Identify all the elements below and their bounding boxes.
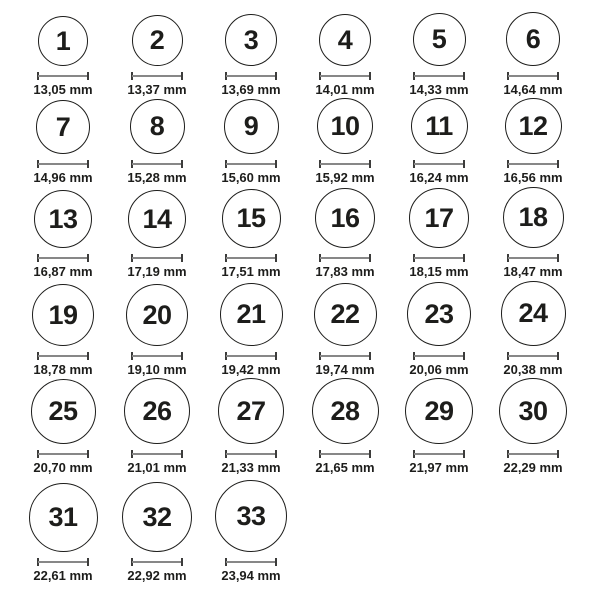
diameter-label: 17,19 mm <box>127 264 187 279</box>
ring-circle <box>36 100 90 154</box>
diameter-label: 20,70 mm <box>33 460 93 475</box>
ring-size-cell <box>392 280 486 378</box>
ring-size-cell <box>298 2 392 98</box>
ring-size-number: 27 <box>236 395 266 426</box>
diameter-bracket <box>131 254 183 262</box>
bracket-line <box>132 355 182 357</box>
diameter-label: 20,38 mm <box>503 362 563 377</box>
diameter-label: 21,33 mm <box>221 460 281 475</box>
ring-circle <box>224 99 279 154</box>
bracket-right-tick <box>369 72 371 80</box>
ring-size-number: 23 <box>424 298 454 329</box>
ring-size-number: 7 <box>55 111 71 142</box>
ring-circle <box>315 188 375 248</box>
ring-size-cell <box>392 378 486 476</box>
bracket-line <box>38 355 88 357</box>
ring-size-number: 13 <box>48 203 78 234</box>
ring-size-cell <box>298 280 392 378</box>
ring-circle <box>413 13 466 66</box>
bracket-right-tick <box>463 160 465 168</box>
diameter-label: 14,33 mm <box>409 82 469 97</box>
diameter-label: 22,29 mm <box>503 460 563 475</box>
ring-size-number: 30 <box>518 395 548 426</box>
diameter-bracket <box>413 72 465 80</box>
ring-circle <box>220 283 283 346</box>
ring-size-number: 18 <box>518 202 548 232</box>
bracket-right-tick <box>557 254 559 262</box>
ring-size-cell <box>298 378 392 476</box>
ring-size-number: 9 <box>243 111 259 141</box>
ring-size-cell <box>204 280 298 378</box>
ring-size-number: 12 <box>518 110 548 141</box>
diameter-bracket <box>37 72 89 80</box>
bracket-right-tick <box>275 72 277 80</box>
ring-circle <box>32 284 94 346</box>
chart-row <box>16 98 600 186</box>
bracket-line <box>414 75 464 77</box>
ring-size-cell <box>16 280 110 378</box>
ring-circle <box>312 378 379 444</box>
ring-size-number: 10 <box>330 110 360 141</box>
ring-size-cell <box>486 98 580 186</box>
diameter-bracket <box>37 352 89 360</box>
bracket-line <box>414 257 464 259</box>
diameter-label: 15,92 mm <box>315 170 375 185</box>
ring-circle <box>503 187 564 248</box>
bracket-right-tick <box>369 352 371 360</box>
ring-size-number: 15 <box>236 203 266 233</box>
diameter-bracket <box>507 254 559 262</box>
ring-size-cell <box>204 378 298 476</box>
bracket-right-tick <box>369 160 371 168</box>
diameter-label: 22,92 mm <box>127 568 187 583</box>
bracket-right-tick <box>181 254 183 262</box>
bracket-right-tick <box>275 352 277 360</box>
bracket-right-tick <box>275 254 277 262</box>
bracket-line <box>226 257 276 259</box>
bracket-right-tick <box>181 558 183 566</box>
diameter-label: 15,60 mm <box>221 170 281 185</box>
bracket-line <box>414 453 464 455</box>
diameter-bracket <box>507 450 559 458</box>
diameter-label: 17,83 mm <box>315 264 375 279</box>
diameter-bracket <box>225 450 277 458</box>
ring-circle <box>29 483 98 552</box>
diameter-label: 20,06 mm <box>409 362 469 377</box>
bracket-right-tick <box>557 450 559 458</box>
bracket-right-tick <box>463 352 465 360</box>
bracket-right-tick <box>369 450 371 458</box>
bracket-right-tick <box>87 72 89 80</box>
ring-size-number: 28 <box>330 395 360 426</box>
diameter-label: 14,01 mm <box>315 82 375 97</box>
bracket-line <box>38 163 88 165</box>
ring-size-number: 16 <box>330 202 360 233</box>
ring-circle <box>132 15 183 66</box>
bracket-line <box>132 163 182 165</box>
ring-size-cell <box>486 280 580 378</box>
ring-size-cell <box>298 186 392 280</box>
bracket-right-tick <box>463 450 465 458</box>
bracket-line <box>132 561 182 563</box>
bracket-line <box>38 561 88 563</box>
ring-size-cell <box>486 186 580 280</box>
diameter-bracket <box>319 254 371 262</box>
ring-size-cell <box>110 476 204 584</box>
diameter-label: 21,01 mm <box>127 460 187 475</box>
bracket-line <box>320 453 370 455</box>
diameter-bracket <box>507 72 559 80</box>
diameter-label: 13,37 mm <box>127 82 187 97</box>
bracket-right-tick <box>275 160 277 168</box>
ring-size-number: 17 <box>424 202 454 233</box>
ring-size-number: 21 <box>236 299 266 329</box>
diameter-bracket <box>225 558 277 566</box>
diameter-label: 23,94 mm <box>221 568 281 583</box>
bracket-right-tick <box>463 254 465 262</box>
bracket-right-tick <box>557 72 559 80</box>
ring-size-cell <box>110 378 204 476</box>
ring-size-number: 6 <box>525 23 541 54</box>
ring-size-number: 2 <box>149 25 165 55</box>
bracket-right-tick <box>181 450 183 458</box>
bracket-line <box>226 163 276 165</box>
ring-circle <box>31 379 96 444</box>
bracket-line <box>320 257 370 259</box>
diameter-bracket <box>131 352 183 360</box>
diameter-bracket <box>131 558 183 566</box>
bracket-right-tick <box>557 352 559 360</box>
ring-circle <box>218 378 284 444</box>
ring-circle <box>499 378 567 444</box>
ring-circle <box>122 482 192 552</box>
diameter-label: 19,74 mm <box>315 362 375 377</box>
ring-size-cell <box>204 98 298 186</box>
bracket-line <box>38 75 88 77</box>
bracket-line <box>508 355 558 357</box>
diameter-label: 18,15 mm <box>409 264 469 279</box>
ring-circle <box>126 284 188 346</box>
ring-circle <box>407 282 471 346</box>
bracket-line <box>508 257 558 259</box>
bracket-right-tick <box>275 558 277 566</box>
diameter-label: 16,87 mm <box>33 264 93 279</box>
ring-size-cell <box>16 378 110 476</box>
bracket-line <box>226 75 276 77</box>
ring-size-cell <box>110 280 204 378</box>
ring-size-number: 25 <box>48 396 78 426</box>
chart-row <box>16 476 600 584</box>
bracket-right-tick <box>87 352 89 360</box>
ring-circle <box>130 99 185 154</box>
chart-row <box>16 280 600 378</box>
ring-size-number: 33 <box>236 500 266 531</box>
diameter-bracket <box>319 160 371 168</box>
diameter-bracket <box>507 160 559 168</box>
ring-size-cell <box>392 98 486 186</box>
diameter-bracket <box>225 254 277 262</box>
diameter-label: 19,42 mm <box>221 362 281 377</box>
bracket-line <box>508 75 558 77</box>
ring-circle <box>505 98 562 154</box>
ring-size-cell <box>392 2 486 98</box>
bracket-line <box>508 453 558 455</box>
ring-size-number: 31 <box>48 502 78 532</box>
bracket-line <box>226 561 276 563</box>
chart-row <box>16 2 600 98</box>
bracket-right-tick <box>181 352 183 360</box>
bracket-line <box>132 453 182 455</box>
bracket-line <box>38 453 88 455</box>
ring-circle <box>314 283 377 346</box>
diameter-label: 18,78 mm <box>33 362 93 377</box>
diameter-label: 18,47 mm <box>503 264 563 279</box>
ring-size-cell <box>486 2 580 98</box>
ring-circle <box>411 98 468 154</box>
diameter-bracket <box>319 352 371 360</box>
bracket-right-tick <box>87 450 89 458</box>
bracket-line <box>414 355 464 357</box>
ring-size-number: 4 <box>337 24 353 55</box>
diameter-bracket <box>37 254 89 262</box>
diameter-bracket <box>413 352 465 360</box>
ring-size-cell <box>16 476 110 584</box>
bracket-line <box>320 355 370 357</box>
diameter-bracket <box>413 160 465 168</box>
ring-circle <box>506 12 560 66</box>
diameter-bracket <box>319 450 371 458</box>
diameter-bracket <box>225 352 277 360</box>
bracket-right-tick <box>87 160 89 168</box>
diameter-bracket <box>37 558 89 566</box>
ring-size-number: 3 <box>243 24 259 55</box>
ring-size-number: 22 <box>330 299 360 329</box>
ring-circle <box>409 188 469 248</box>
ring-size-cell <box>298 98 392 186</box>
diameter-label: 14,64 mm <box>503 82 563 97</box>
bracket-line <box>38 257 88 259</box>
ring-circle <box>501 281 566 346</box>
diameter-bracket <box>413 450 465 458</box>
bracket-right-tick <box>275 450 277 458</box>
bracket-line <box>226 453 276 455</box>
diameter-label: 14,96 mm <box>33 170 93 185</box>
diameter-label: 21,65 mm <box>315 460 375 475</box>
bracket-right-tick <box>181 160 183 168</box>
ring-size-number: 24 <box>518 298 548 328</box>
ring-size-number: 1 <box>55 25 71 56</box>
diameter-bracket <box>37 450 89 458</box>
ring-size-cell <box>16 186 110 280</box>
chart-row <box>16 186 600 280</box>
diameter-label: 15,28 mm <box>127 170 187 185</box>
ring-circle <box>319 14 371 66</box>
ring-circle <box>405 378 473 444</box>
ring-size-cell <box>110 98 204 186</box>
ring-size-cell <box>110 2 204 98</box>
ring-size-number: 14 <box>142 203 172 234</box>
bracket-line <box>132 257 182 259</box>
ring-size-cell <box>392 186 486 280</box>
bracket-right-tick <box>463 72 465 80</box>
bracket-line <box>320 75 370 77</box>
diameter-label: 13,69 mm <box>221 82 281 97</box>
ring-circle <box>38 16 88 66</box>
diameter-label: 13,05 mm <box>33 82 93 97</box>
ring-size-number: 29 <box>424 395 454 426</box>
bracket-line <box>320 163 370 165</box>
diameter-bracket <box>131 450 183 458</box>
ring-size-cell <box>204 2 298 98</box>
diameter-bracket <box>37 160 89 168</box>
diameter-label: 21,97 mm <box>409 460 469 475</box>
ring-circle <box>222 189 281 248</box>
ring-size-number: 5 <box>431 24 447 54</box>
diameter-bracket <box>131 72 183 80</box>
ring-circle <box>128 190 186 248</box>
bracket-right-tick <box>87 254 89 262</box>
diameter-label: 19,10 mm <box>127 362 187 377</box>
bracket-right-tick <box>557 160 559 168</box>
bracket-right-tick <box>369 254 371 262</box>
ring-circle <box>215 480 287 552</box>
diameter-bracket <box>413 254 465 262</box>
ring-size-number: 11 <box>425 110 453 141</box>
ring-size-cell <box>16 98 110 186</box>
ring-size-cell <box>110 186 204 280</box>
ring-size-number: 19 <box>48 299 78 330</box>
ring-circle <box>317 98 373 154</box>
diameter-bracket <box>225 160 277 168</box>
bracket-line <box>132 75 182 77</box>
diameter-bracket <box>131 160 183 168</box>
bracket-right-tick <box>87 558 89 566</box>
ring-size-number: 26 <box>142 395 172 426</box>
ring-circle <box>225 14 277 66</box>
ring-size-cell <box>16 2 110 98</box>
ring-circle <box>124 378 190 444</box>
diameter-label: 17,51 mm <box>221 264 281 279</box>
diameter-label: 16,56 mm <box>503 170 563 185</box>
ring-size-number: 32 <box>142 501 172 532</box>
diameter-label: 16,24 mm <box>409 170 469 185</box>
ring-size-cell <box>204 476 298 584</box>
diameter-label: 22,61 mm <box>33 568 93 583</box>
ring-size-number: 20 <box>142 299 172 330</box>
bracket-line <box>414 163 464 165</box>
diameter-bracket <box>507 352 559 360</box>
diameter-bracket <box>225 72 277 80</box>
bracket-line <box>508 163 558 165</box>
ring-size-number: 8 <box>149 111 165 141</box>
ring-circle <box>34 190 92 248</box>
ring-size-cell <box>204 186 298 280</box>
bracket-line <box>226 355 276 357</box>
bracket-right-tick <box>181 72 183 80</box>
diameter-bracket <box>319 72 371 80</box>
chart-row <box>16 378 600 476</box>
ring-size-cell <box>486 378 580 476</box>
